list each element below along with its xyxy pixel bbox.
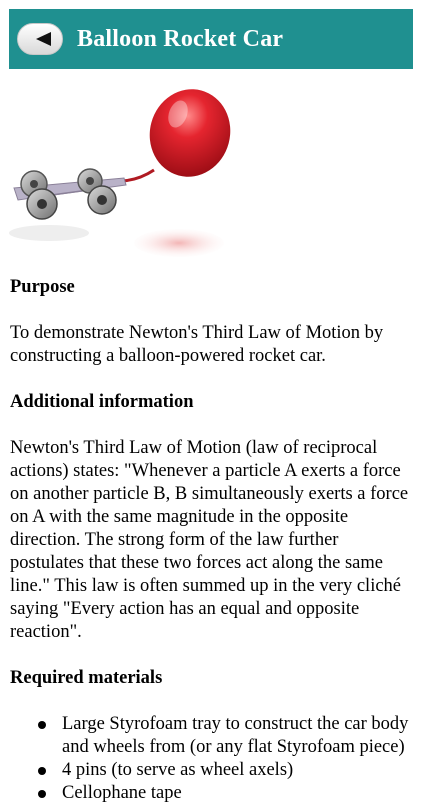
section-heading-purpose: Purpose bbox=[10, 277, 75, 297]
header-bar bbox=[9, 9, 413, 69]
car-reflection bbox=[9, 225, 89, 241]
article-content bbox=[10, 276, 414, 805]
balloon-reflection bbox=[134, 229, 224, 257]
back-button[interactable] bbox=[17, 23, 63, 55]
wheel-hub bbox=[97, 195, 107, 205]
purpose-text: To demonstrate Newton's Third Law of Motion by constructing a balloon-powered rocket car. bbox=[10, 323, 384, 366]
wheel-hub bbox=[37, 199, 47, 209]
section-heading-required-materials: Required materials bbox=[10, 668, 163, 688]
materials-list bbox=[10, 713, 414, 805]
list-item: Large Styrofoam tray to construct the car body and wheels from (or any flat Styrofoam piece) bbox=[62, 713, 414, 759]
additional-information-text: Newton's Third Law of Motion (law of reciprocal actions) states: "Whenever a particle A exerts a force on another particle B, B simultaneously exerts a force on A with the same magnitude in the opposite direction. The strong form of the law further postulates that these two forces act along the same line." This law is often summed up in the very cliché saying "Every action has an equal and opposite reaction". bbox=[10, 438, 409, 642]
balloon-neck bbox=[122, 170, 154, 181]
back-arrow-icon bbox=[36, 32, 51, 46]
balloon-shape bbox=[140, 88, 240, 186]
list-item: 4 pins (to serve as wheel axels) bbox=[62, 759, 414, 782]
section-heading-additional-information: Additional information bbox=[10, 392, 194, 412]
wheel-hub bbox=[86, 177, 94, 185]
wheel-hub bbox=[30, 180, 38, 188]
page-title: Balloon Rocket Car bbox=[77, 25, 284, 52]
balloon-rocket-car-illustration bbox=[4, 88, 240, 260]
list-item: Cellophane tape bbox=[62, 782, 414, 805]
